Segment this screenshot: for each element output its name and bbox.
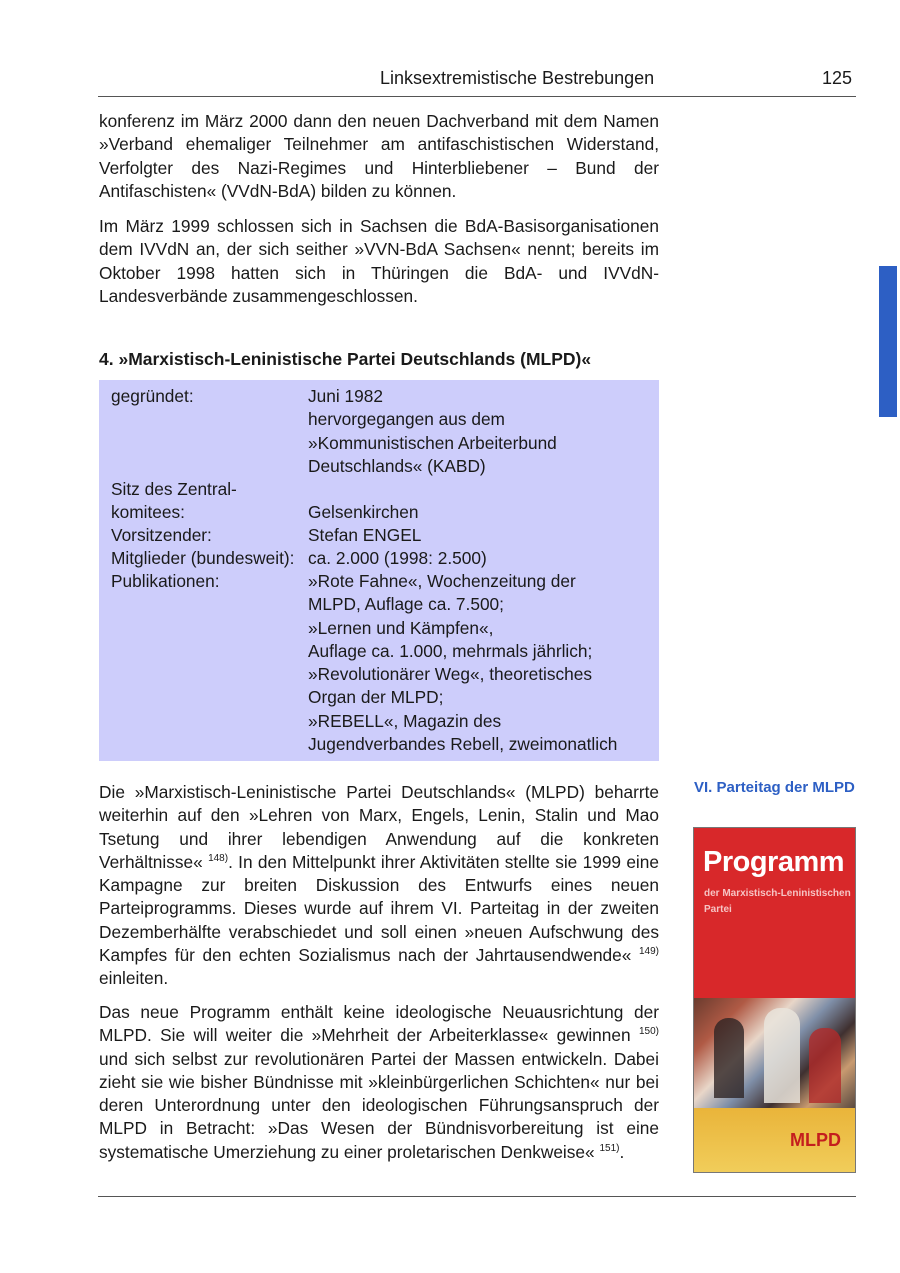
fact-label: komitees: [111,502,185,522]
photo-figure [809,1028,841,1103]
fact-value [308,501,648,524]
body-paragraph [99,1001,659,1164]
paragraph-text: und sich selbst zur revolutionären Partei der Massen entwickeln. Dabei zieht sie wie bisher Bündnisse mit »kleinbürgerlichen Schichten« nur bei deren Unterordnung unter den ideologischen Führungsanspruch der MLPD in Betracht: »Das Wesen der Bündnisvorbereitung ist eine systematische Umerziehung zu einer proletarischen Denkweise« [99,1048,659,1162]
paragraph-text: Die »Marxistisch-Leninistische Partei Deutschlands« (MLPD) beharrte weiterhin auf den »Lehren von Marx, Engels, Lenin, Stalin und Mao Tsetung und ihrer lebendigen Anwendung auf die konkreten Verhältnisse« [99,782,659,872]
body-paragraph: Im März 1999 schlossen sich in Sachsen die BdA-Basisorganisationen dem IVVdN an, der sich seither »VVN-BdA Sachsen« nennt; bereits im Oktober 1998 hatten sich in Thüringen die BdA- und IVVdN-Landesverbände zusammengeschlossen. [99,216,659,306]
fact-value-line: Deutschlands« (KABD) [308,455,486,476]
fact-value-line: Juni 1982 [308,386,383,406]
cover-title: Programm [703,846,845,878]
footnote-reference: 148) [208,853,229,865]
fact-value [308,524,648,547]
margin-caption: VI. Parteitag der MLPD [694,779,855,796]
footnote-reference: 149) [638,946,659,958]
fact-value-line: Jugendverbandes Rebell, zweimonatlich [308,734,618,755]
cover-brand: MLPD [790,1130,841,1150]
chapter-tab-marker [879,266,897,417]
section-heading: 4. »Marxistisch-Leninistische Partei Deutschlands (MLPD)« [99,349,592,369]
fact-label: Sitz des Zentral- [111,479,237,499]
fact-value-line: MLPD, Auflage ca. 7.500; [308,594,504,615]
body-paragraph: konferenz im März 2000 dann den neuen Dachverband mit dem Namen »Verband ehemaliger Teilnehmer am antifaschistischen Widerstand, Verfolgter des Nazi-Regimes und Hinterbliebener – Bund der Antifaschisten« (VVdN-BdA) bilden zu können. [99,111,659,201]
fact-box [99,380,659,761]
fact-value-line: hervorgegangen aus dem [308,409,505,430]
fact-value-line: Auflage ca. 1.000, mehrmals jährlich; [308,640,593,661]
fact-label: gegründet: [111,386,194,406]
fact-value-line: Gelsenkirchen [308,502,419,522]
photo-figure [714,1018,744,1098]
photo-figure [764,1008,800,1103]
fact-value [308,570,648,756]
page-number: 125 [822,68,853,88]
footer-divider [98,1196,856,1197]
cover-photo [694,998,855,1108]
fact-value [308,547,648,570]
cover-subtitle: der Marxistisch-Leninistischen Partei [704,888,851,915]
fact-value-line: »Rote Fahne«, Wochenzeitung der [308,571,576,591]
paragraph-text: Das neue Programm enthält keine ideologische Neuausrichtung der MLPD. Sie will weiter die »Mehrheit der Arbeiterklasse« gewinnen [99,1002,659,1046]
paragraph-text: einleiten. [99,968,169,989]
fact-value-line: ca. 2.000 (1998: 2.500) [308,548,487,568]
fact-value [308,385,648,478]
footnote-reference: 151) [599,1143,620,1155]
fact-value-line: Stefan ENGEL [308,525,422,545]
fact-value-line: »REBELL«, Magazin des [308,710,502,731]
program-cover-image [693,827,856,1173]
footnote-reference: 150) [638,1026,659,1038]
fact-label: Vorsitzender: [111,525,212,545]
fact-label: Mitglieder (bundesweit): [111,548,295,568]
fact-value-line: »Lernen und Kämpfen«, [308,617,494,638]
header-divider [98,96,856,97]
fact-value-line: »Revolutionärer Weg«, theoretisches [308,664,593,685]
body-paragraph [99,781,659,991]
fact-value-line: »Kommunistischen Arbeiterbund [308,432,557,453]
cover-footer-band [694,1108,855,1172]
running-header-title: Linksextremistische Bestrebungen [380,68,655,88]
fact-value-line: Organ der MLPD; [308,687,444,708]
fact-label: Publikationen: [111,571,220,591]
paragraph-text: . In den Mittelpunkt ihrer Aktivitäten stellte sie 1999 eine Kampagne zur breiten Diskussion des Entwurfs eines neuen Parteiprogramms. Dieses wurde auf ihrem VI. Parteitag in der zweiten Dezemberhälfte verabschiedet und soll einen »neuen Aufschwung des Kampfes für den echten Sozialismus nach der Jahrtausendwende« [99,851,659,966]
paragraph-text: . [619,1141,625,1162]
